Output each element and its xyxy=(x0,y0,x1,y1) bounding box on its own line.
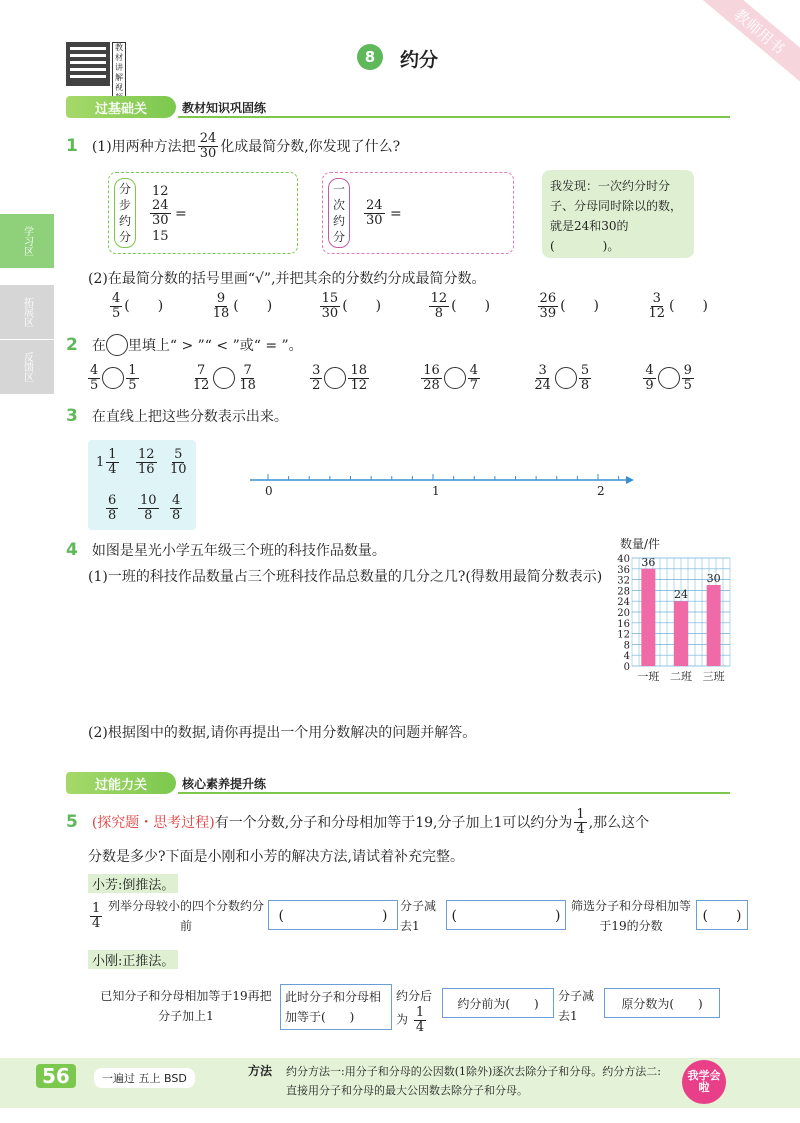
answer-circle[interactable] xyxy=(324,367,346,389)
q4-part2: (2)根据图中的数据,请你再提出一个用分数解决的问题并解答。 xyxy=(88,725,477,741)
method-a-label: 分步约分 xyxy=(114,178,136,248)
method-b-fraction: $\frac{24}{30}$ xyxy=(366,198,383,228)
xf-answer-box-1[interactable]: ( ) xyxy=(268,900,398,930)
xiaogang-label: 小刚:正推法。 xyxy=(88,950,178,969)
xf-answer-box-2[interactable]: ( ) xyxy=(446,900,566,930)
method-b-box xyxy=(322,172,514,254)
x-tick-label: 三班 xyxy=(702,670,725,683)
xg-box-2[interactable]: 约分前为( ) xyxy=(442,988,554,1018)
lesson-number-icon xyxy=(357,44,383,70)
question-tag: (探究题・思考过程) xyxy=(91,815,215,832)
y-tick-label: 24 xyxy=(617,597,630,609)
bar xyxy=(674,601,688,666)
q3-fraction-box xyxy=(88,440,196,530)
answer-paren[interactable]: ( ) xyxy=(233,298,273,315)
fraction: $\frac{12}{16}$ xyxy=(138,447,155,477)
x-tick-label: 二班 xyxy=(670,670,692,683)
method-a-bottom: 15 xyxy=(152,229,169,244)
answer-circle[interactable] xyxy=(658,367,680,389)
q1-fraction-row xyxy=(108,292,708,320)
question-number: 5 xyxy=(66,812,78,833)
qr-code[interactable] xyxy=(66,42,110,86)
fraction: $\frac{24}{30}$ xyxy=(199,131,217,161)
axis-label-2: 2 xyxy=(597,484,605,498)
xf-step3: 筛选分子和分母相加等于19的分数 xyxy=(570,899,691,933)
method-a-fraction: $\frac{24}{30}$ xyxy=(152,198,169,228)
question-2: 2 在 里填上“ > ”“ < ”或“ = ”。 xyxy=(66,335,303,355)
y-tick-label: 8 xyxy=(623,640,630,652)
done-badge[interactable]: 我学会啦 xyxy=(682,1060,726,1104)
question-1 xyxy=(66,132,400,160)
answer-paren[interactable]: ( ) xyxy=(669,298,708,315)
question-number: 1 xyxy=(66,136,78,157)
bar xyxy=(641,569,655,666)
fraction-item: $\frac{4}{5}$ ( ) xyxy=(112,291,164,321)
xiaofang-label: 小芳:倒推法。 xyxy=(88,874,178,893)
fraction: $\frac{5}{10}$ xyxy=(170,447,187,477)
bar-value-label: 30 xyxy=(706,572,721,585)
y-tick-label: 28 xyxy=(617,586,630,598)
y-tick-label: 36 xyxy=(617,564,630,576)
discovery-box xyxy=(542,170,694,258)
fraction-item: $\frac{15}{30}$ ( ) xyxy=(321,291,382,321)
xf-answer-box-3[interactable]: ( ) xyxy=(696,900,748,930)
method-a-box xyxy=(108,172,298,254)
y-tick-label: 40 xyxy=(617,554,630,565)
question-5: 5 (探究题・思考过程) 有一个分数,分子和分母相加等于19,分子加上1可以约分为 $\frac{1}{4}$ ,那么这个 xyxy=(66,807,650,837)
q1-part2: (2)在最简分数的括号里画“√”,并把其余的分数约分成最简分数。 xyxy=(88,271,486,287)
method-a-eq: = xyxy=(175,206,187,222)
fraction-item: $\frac{26}{39}$ ( ) xyxy=(539,291,600,321)
fraction: $\frac{6}{8}$ xyxy=(108,493,117,523)
y-tick-label: 16 xyxy=(617,618,630,630)
question-number: 3 xyxy=(66,406,78,426)
compare-pair: $\frac{7}{12}$ $\frac{7}{18}$ xyxy=(192,363,256,393)
axis-label-0: 0 xyxy=(265,484,273,498)
page-title: 约分 xyxy=(400,49,439,71)
method-b-label: 一次约分 xyxy=(328,178,350,248)
section-subtitle-ability: 核心素养提升练 xyxy=(182,777,267,791)
method-a-top: 12 xyxy=(152,184,169,199)
bar-chart xyxy=(612,534,742,686)
section-subtitle-basic: 教材知识巩固练 xyxy=(182,101,267,115)
compare-pair: $\frac{16}{28}$ $\frac{4}{7}$ xyxy=(423,363,479,393)
corner-ribbon xyxy=(698,0,800,86)
lesson-number: 8 xyxy=(364,48,376,66)
section-tag-basic: 过基础关 xyxy=(66,96,176,118)
y-tick-label: 12 xyxy=(617,629,630,641)
discovery-text: 我发现：一次约分时分子、分母同时除以的数，就是24和30的( )。 xyxy=(550,179,683,253)
y-tick-label: 0 xyxy=(623,662,630,673)
q4-part1: (1)一班的科技作品数量占三个班科技作品总数量的几分之几?(得数用最简分数表示) xyxy=(88,569,603,585)
section-divider xyxy=(178,792,730,794)
xg-step1: 已知分子和分母相加等于19再把分子加上1 xyxy=(100,989,272,1023)
compare-pair: $\frac{3}{2}$ $\frac{18}{12}$ xyxy=(312,363,367,393)
answer-circle[interactable] xyxy=(555,367,577,389)
page-number: 56 xyxy=(36,1064,76,1088)
fraction-item: $\frac{12}{8}$ ( ) xyxy=(430,291,491,321)
method-b-eq: = xyxy=(390,206,402,222)
y-tick-label: 32 xyxy=(617,575,630,587)
y-tick-label: 4 xyxy=(623,651,630,663)
fraction: $\frac{1}{4}$ xyxy=(92,901,101,931)
chart-ylabel: 数量/件 xyxy=(620,537,661,551)
circle-icon xyxy=(106,334,128,356)
q1-part1-after: 化成最简分数,你发现了什么? xyxy=(220,139,401,156)
compare-pair: $\frac{3}{24}$ $\frac{5}{8}$ xyxy=(534,363,590,393)
question-3: 3 在直线上把这些分数表示出来。 xyxy=(66,406,288,426)
answer-circle[interactable] xyxy=(102,367,124,389)
xg-box-1[interactable]: 此时分子和分母相加等于( ) xyxy=(280,984,392,1030)
q2-pairs-row xyxy=(86,364,696,392)
section-divider xyxy=(178,116,730,118)
series-name: 一遍过 五上 BSD xyxy=(94,1068,195,1088)
question-number: 4 xyxy=(66,540,78,560)
answer-circle[interactable] xyxy=(213,367,235,389)
q5-text2: 分数是多少?下面是小刚和小芳的解决方法,请试着补充完整。 xyxy=(88,849,464,865)
xg-step4: 分子减去1 xyxy=(558,989,595,1023)
x-tick-label: 一班 xyxy=(637,670,660,683)
method-title: 方法 xyxy=(248,1064,273,1078)
xf-step1: 列举分母较小的四个分数约分前 xyxy=(107,899,264,933)
side-tab-feedback[interactable]: 反馈区 xyxy=(0,340,54,394)
compare-pair: $\frac{4}{9}$ $\frac{9}{5}$ xyxy=(645,363,692,393)
answer-paren[interactable]: ( ) xyxy=(451,298,491,315)
mixed-number: 1 $\frac{1}{4}$ xyxy=(96,447,117,477)
bar-value-label: 36 xyxy=(641,555,656,569)
side-tab-study[interactable]: 学习区 xyxy=(0,214,54,268)
y-tick-label: 20 xyxy=(617,608,630,619)
fraction: $\frac{4}{8}$ xyxy=(172,493,181,523)
answer-paren[interactable]: ( ) xyxy=(560,298,600,315)
method-text: 约分方法一:用分子和分母的公因数(1除外)逐次去除分子和分母。约分方法二:直接用分子和分母的最大公因数去除分子和分母。 xyxy=(286,1065,661,1097)
answer-paren[interactable]: ( ) xyxy=(342,298,382,315)
answer-circle[interactable] xyxy=(444,367,466,389)
q1-part1-before: (1)用两种方法把 xyxy=(91,139,196,156)
xf-step2: 分子减去1 xyxy=(400,899,437,933)
fraction-item: $\frac{3}{12}$ ( ) xyxy=(648,291,708,321)
number-line[interactable] xyxy=(246,470,636,500)
side-tab-extend[interactable]: 拓展区 xyxy=(0,285,54,339)
fraction: $\frac{10}{8}$ xyxy=(140,493,157,523)
answer-paren[interactable]: ( ) xyxy=(124,298,164,315)
question-4: 4 如图是星光小学五年级三个班的科技作品数量。 xyxy=(66,540,386,560)
fraction-item: $\frac{9}{18}$ ( ) xyxy=(212,291,273,321)
section-tag-ability: 过能力关 xyxy=(66,772,176,794)
compare-pair: $\frac{4}{5}$ $\frac{1}{5}$ xyxy=(90,363,137,393)
bar xyxy=(707,585,721,666)
xg-box-3[interactable]: 原分数为( ) xyxy=(604,988,720,1018)
axis-label-1: 1 xyxy=(432,484,440,498)
qr-side-text: 教材讲解视 xyxy=(112,42,126,104)
corner-badge-text: 教师用书 xyxy=(730,5,789,58)
bar-value-label: 24 xyxy=(674,588,688,602)
xg-step3: 约分后为 $\frac{1}{4}$ xyxy=(396,989,433,1035)
question-number: 2 xyxy=(66,335,78,355)
